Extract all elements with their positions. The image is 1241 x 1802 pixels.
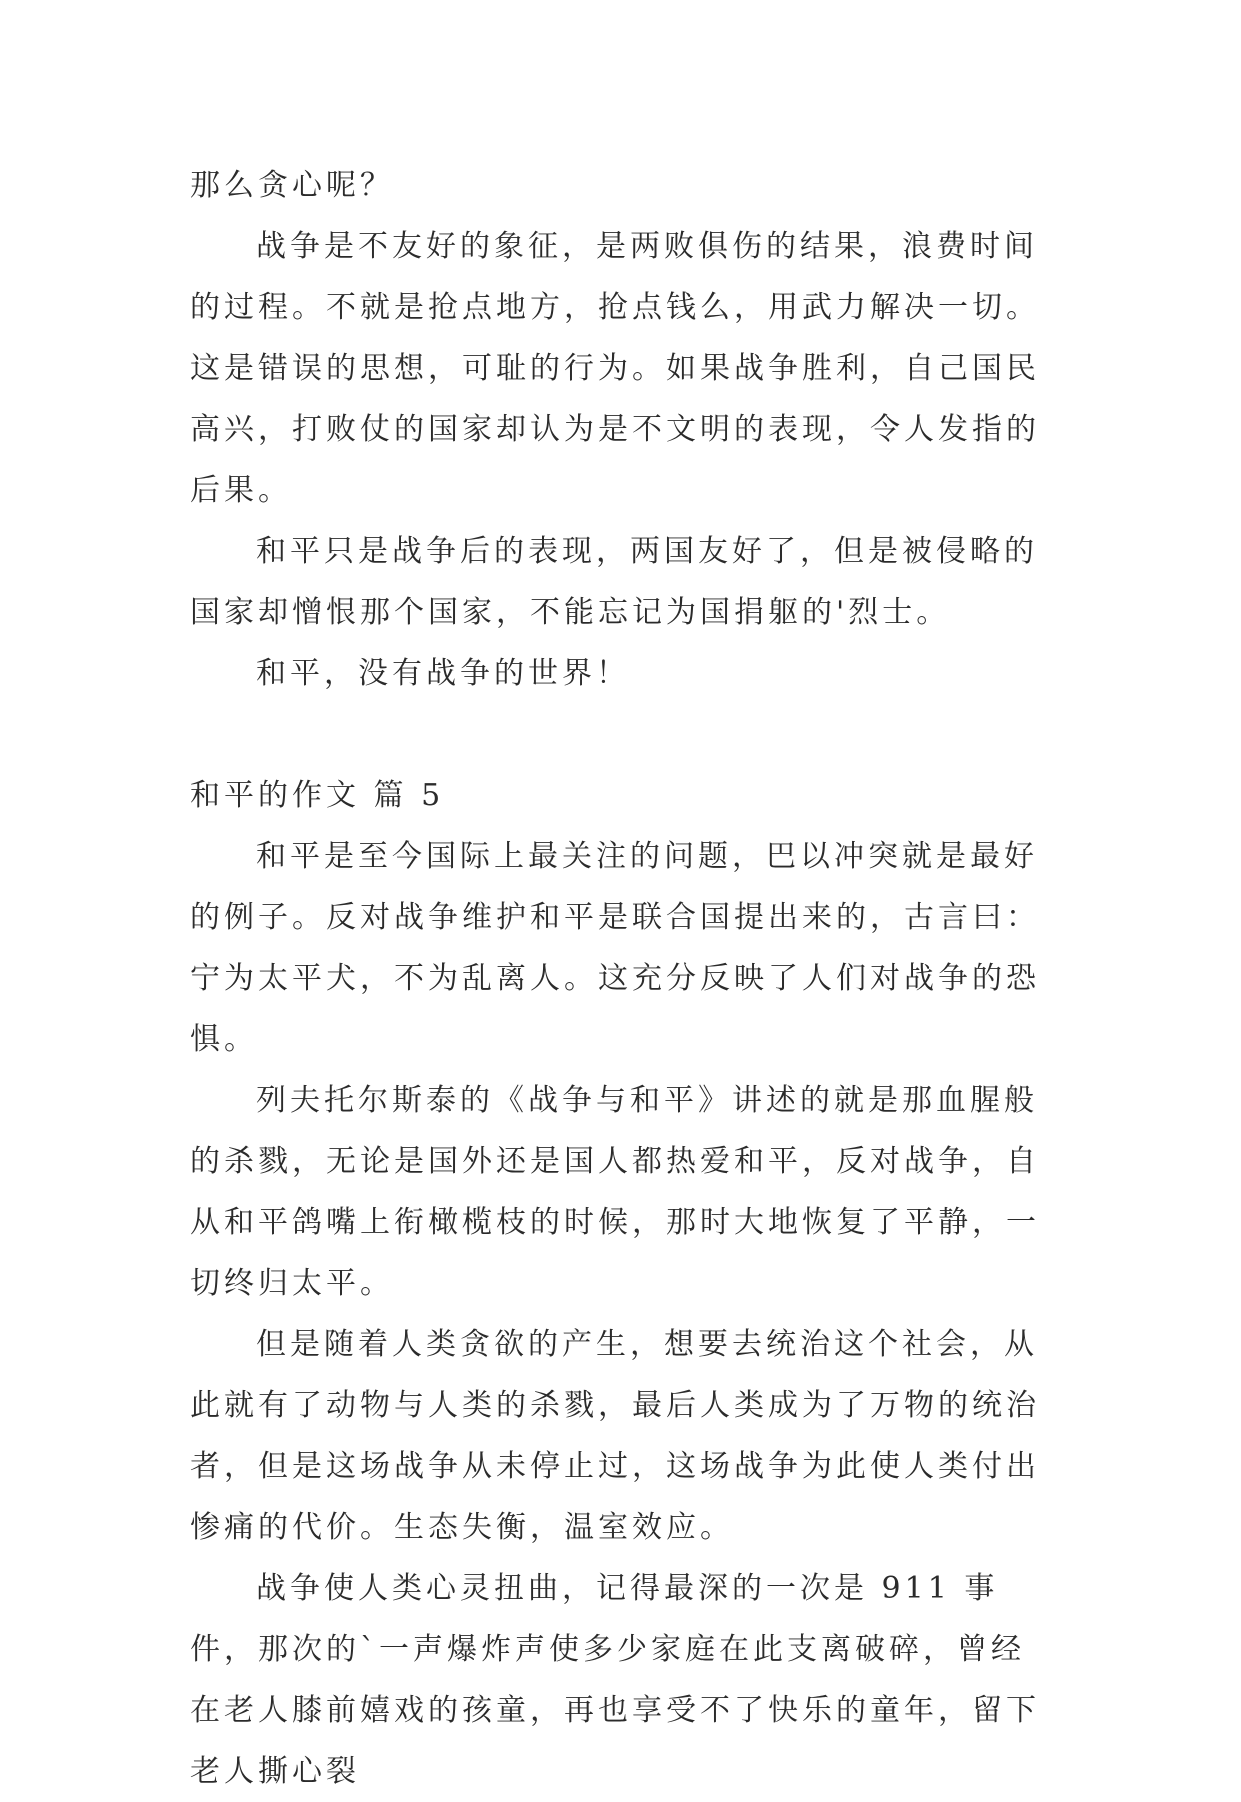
paragraph: 战争使人类心灵扭曲，记得最深的一次是 911 事件，那次的`一声爆炸声使多少家庭在此支离破碎，曾经在老人膝前嬉戏的孩童，再也享受不了快乐的童年，留下老人撕心裂	[190, 1571, 1040, 1789]
paragraph: 但是随着人类贪欲的产生，想要去统治这个社会，从此就有了动物与人类的杀戮，最后人类成为了万物的统治者，但是这场战争从未停止过，这场战争为此使人类付出惨痛的代价。生态失衡，温室效应。	[190, 1327, 1040, 1545]
paragraph-continued: 那么贪心呢？	[190, 168, 394, 203]
paragraph: 列夫托尔斯泰的《战争与和平》讲述的就是那血腥般的杀戮，无论是国外还是国人都热爱和平，反对战争，自从和平鸽嘴上衔橄榄枝的时候，那时大地恢复了平静，一切终归太平。	[190, 1083, 1040, 1301]
paragraph: 战争是不友好的象征，是两败俱伤的结果，浪费时间的过程。不就是抢点地方，抢点钱么，用武力解决一切。这是错误的思想，可耻的行为。如果战争胜利，自己国民高兴，打败仗的国家却认为是不文明的表现，令人发指的后果。	[190, 229, 1040, 508]
section-spacer	[190, 704, 1050, 765]
paragraph: 和平，没有战争的世界！	[256, 656, 630, 691]
document-body	[190, 155, 1050, 1802]
paragraph: 和平是至今国际上最关注的问题，巴以冲突就是最好的例子。反对战争维护和平是联合国提出来的，古言曰：宁为太平犬，不为乱离人。这充分反映了人们对战争的恐惧。	[190, 839, 1040, 1057]
paragraph: 和平只是战争后的表现，两国友好了，但是被侵略的国家却憎恨那个国家，不能忘记为国捐躯的'烈士。	[190, 534, 1038, 630]
section-title: 和平的作文 篇 5	[190, 778, 445, 813]
